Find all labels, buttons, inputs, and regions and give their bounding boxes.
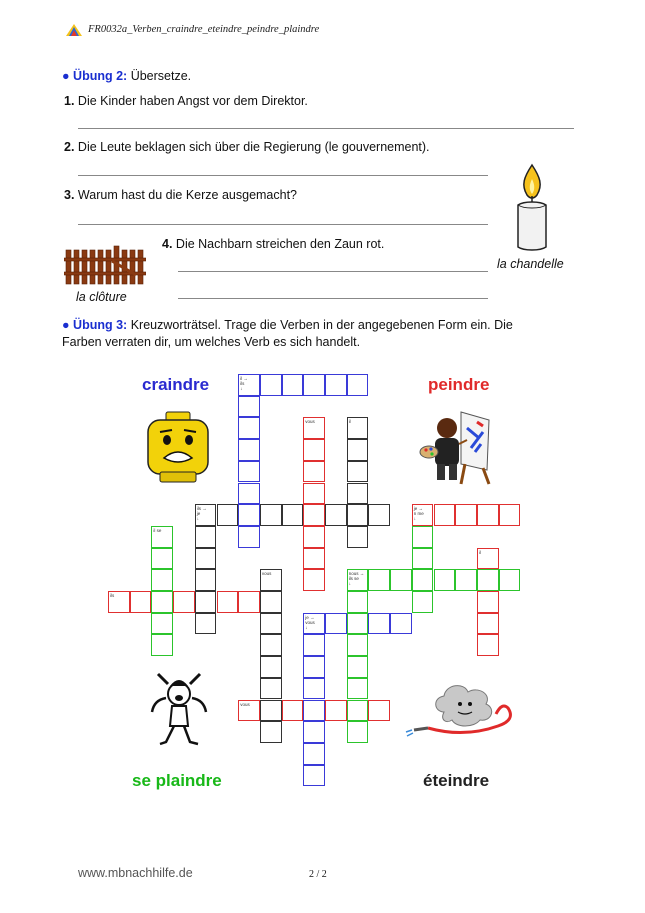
- crossword-cell[interactable]: [303, 483, 325, 505]
- crossword-cell[interactable]: [303, 504, 325, 526]
- crossword-cell[interactable]: [238, 461, 260, 483]
- crossword-cell[interactable]: [260, 591, 282, 613]
- crossword-cell[interactable]: [195, 613, 217, 635]
- crossword-clue: je → vous ↓: [305, 614, 315, 630]
- crossword-cell[interactable]: [347, 526, 369, 548]
- word-craindre: craindre: [142, 375, 210, 394]
- word-se-plaindre: se plaindre: [132, 771, 222, 790]
- crossword-cell[interactable]: [260, 721, 282, 743]
- crossword-cell[interactable]: [173, 591, 195, 613]
- crossword-clue: il se: [153, 527, 162, 533]
- crossword-cell[interactable]: [282, 374, 304, 396]
- crossword-cell[interactable]: [347, 504, 369, 526]
- crossword-cell[interactable]: [238, 439, 260, 461]
- crossword-cell[interactable]: [260, 374, 282, 396]
- crossword-cell[interactable]: [347, 700, 369, 722]
- exercise3-instruction-line2: Farben verraten dir, um welches Verb es sich handelt.: [62, 335, 361, 349]
- exercise3-heading: ● Übung 3: Kreuzworträtsel. Trage die Verben in der angegebenen Form ein. Die: [62, 318, 513, 332]
- crossword-cell[interactable]: [282, 504, 304, 526]
- crossword-clue: ils → je ↓: [196, 506, 207, 522]
- exercise2-item-3: 3. Warum hast du die Kerze ausgemacht?: [64, 188, 298, 202]
- crossword-cell[interactable]: [477, 591, 499, 613]
- crossword-cell[interactable]: [499, 504, 521, 526]
- crossword-cell[interactable]: [195, 548, 217, 570]
- crossword-cell[interactable]: [238, 396, 260, 418]
- word-peindre: peindre: [428, 375, 490, 394]
- crossword-cell[interactable]: [347, 439, 369, 461]
- exercise2-item-2: 2. Die Leute beklagen sich über die Regierung (le gouvernement).: [64, 140, 430, 154]
- crossword-cell[interactable]: [347, 461, 369, 483]
- crossword-cell[interactable]: [217, 504, 239, 526]
- crossword-cell[interactable]: [412, 526, 434, 548]
- crossword-cell[interactable]: [260, 656, 282, 678]
- crossword-cell[interactable]: [412, 591, 434, 613]
- crossword-cell[interactable]: [325, 700, 347, 722]
- crossword-cell[interactable]: [303, 765, 325, 787]
- crossword-cell[interactable]: [477, 634, 499, 656]
- crossword-cell[interactable]: [303, 461, 325, 483]
- crossword-cell[interactable]: [282, 700, 304, 722]
- crossword-cell[interactable]: [455, 569, 477, 591]
- fence-caption: la clôture: [76, 290, 127, 304]
- crossword-cell[interactable]: [390, 569, 412, 591]
- page-number: 2 / 2: [309, 869, 327, 880]
- crossword-clue: je → n me ↓: [413, 506, 424, 522]
- crossword-cell[interactable]: [434, 569, 456, 591]
- crossword-cell[interactable]: [130, 591, 152, 613]
- crossword-cell[interactable]: [303, 721, 325, 743]
- crossword-cell[interactable]: [151, 613, 173, 635]
- crossword-cell[interactable]: [347, 591, 369, 613]
- crossword-cell[interactable]: [303, 526, 325, 548]
- crossword-cell[interactable]: [195, 526, 217, 548]
- crossword-cell[interactable]: [347, 721, 369, 743]
- crossword-cell[interactable]: [260, 634, 282, 656]
- crossword-clue: vous: [261, 571, 272, 577]
- crossword-cell[interactable]: [303, 678, 325, 700]
- crossword-clue: il: [478, 549, 481, 555]
- crossword-cell[interactable]: [151, 634, 173, 656]
- crossword-cell[interactable]: [303, 700, 325, 722]
- crossword-cell[interactable]: [347, 483, 369, 505]
- crossword-cell[interactable]: [412, 548, 434, 570]
- crossword-cell[interactable]: [303, 634, 325, 656]
- crossword-clue: nous → ils se ↓: [348, 571, 365, 587]
- crossword-clue: vous: [305, 419, 315, 425]
- crossword-cell[interactable]: [499, 569, 521, 591]
- crossword-cell[interactable]: [151, 548, 173, 570]
- crossword-clue: il → ils ↓: [240, 376, 248, 391]
- crossword-clue: ils: [110, 593, 115, 598]
- exercise2-item-1: 1. Die Kinder haben Angst vor dem Direktor.: [64, 94, 308, 108]
- crossword-cell[interactable]: [434, 504, 456, 526]
- crossword-cell[interactable]: [390, 613, 412, 635]
- crossword-cell[interactable]: [347, 613, 369, 635]
- crossword-cell[interactable]: [195, 569, 217, 591]
- crossword-cell[interactable]: [347, 656, 369, 678]
- crossword-cell[interactable]: [368, 613, 390, 635]
- crossword-cell[interactable]: [217, 591, 239, 613]
- crossword-cell[interactable]: [347, 634, 369, 656]
- crossword-cell[interactable]: [260, 504, 282, 526]
- crossword-cell[interactable]: [151, 569, 173, 591]
- crossword-cell[interactable]: [303, 374, 325, 396]
- crossword-cell[interactable]: [368, 569, 390, 591]
- crossword-clue: il: [348, 419, 351, 425]
- candle-caption: la chandelle: [497, 257, 564, 271]
- crossword-clue: vous: [240, 701, 250, 707]
- crossword-cell[interactable]: [238, 526, 260, 548]
- crossword-cell[interactable]: [195, 591, 217, 613]
- crossword-cell[interactable]: [477, 504, 499, 526]
- crossword-cell[interactable]: [260, 613, 282, 635]
- crossword-cell[interactable]: [347, 678, 369, 700]
- crossword-cell[interactable]: [303, 656, 325, 678]
- crossword-cell[interactable]: [368, 504, 390, 526]
- crossword-cell[interactable]: [238, 591, 260, 613]
- crossword-cell[interactable]: [238, 417, 260, 439]
- exercise2-heading: ● Übung 2: Übersetze.: [62, 69, 192, 83]
- crossword-cell[interactable]: [238, 483, 260, 505]
- crossword-cell[interactable]: [325, 374, 347, 396]
- word-eteindre: éteindre: [423, 771, 490, 790]
- crossword-cell[interactable]: [325, 504, 347, 526]
- crossword-cell[interactable]: [303, 569, 325, 591]
- crossword-cell[interactable]: [368, 700, 390, 722]
- crossword-cell[interactable]: [303, 743, 325, 765]
- document-header: FR0032a_Verben_craindre_eteindre_peindre_plaindre: [88, 24, 320, 35]
- crossword-cell[interactable]: [477, 613, 499, 635]
- crossword-cell[interactable]: [260, 678, 282, 700]
- crossword-cell[interactable]: [477, 569, 499, 591]
- crossword-cell[interactable]: [303, 439, 325, 461]
- footer-website: www.mbnachhilfe.de: [78, 866, 193, 880]
- crossword-cell[interactable]: [151, 591, 173, 613]
- crossword-cell[interactable]: [412, 569, 434, 591]
- crossword-cell[interactable]: [347, 374, 369, 396]
- crossword-cell[interactable]: [303, 548, 325, 570]
- exercise2-item-4: 4. Die Nachbarn streichen den Zaun rot.: [162, 237, 385, 251]
- crossword-cell[interactable]: [455, 504, 477, 526]
- crossword-cell[interactable]: [260, 700, 282, 722]
- crossword-cell[interactable]: [238, 504, 260, 526]
- crossword-cell[interactable]: [325, 613, 347, 635]
